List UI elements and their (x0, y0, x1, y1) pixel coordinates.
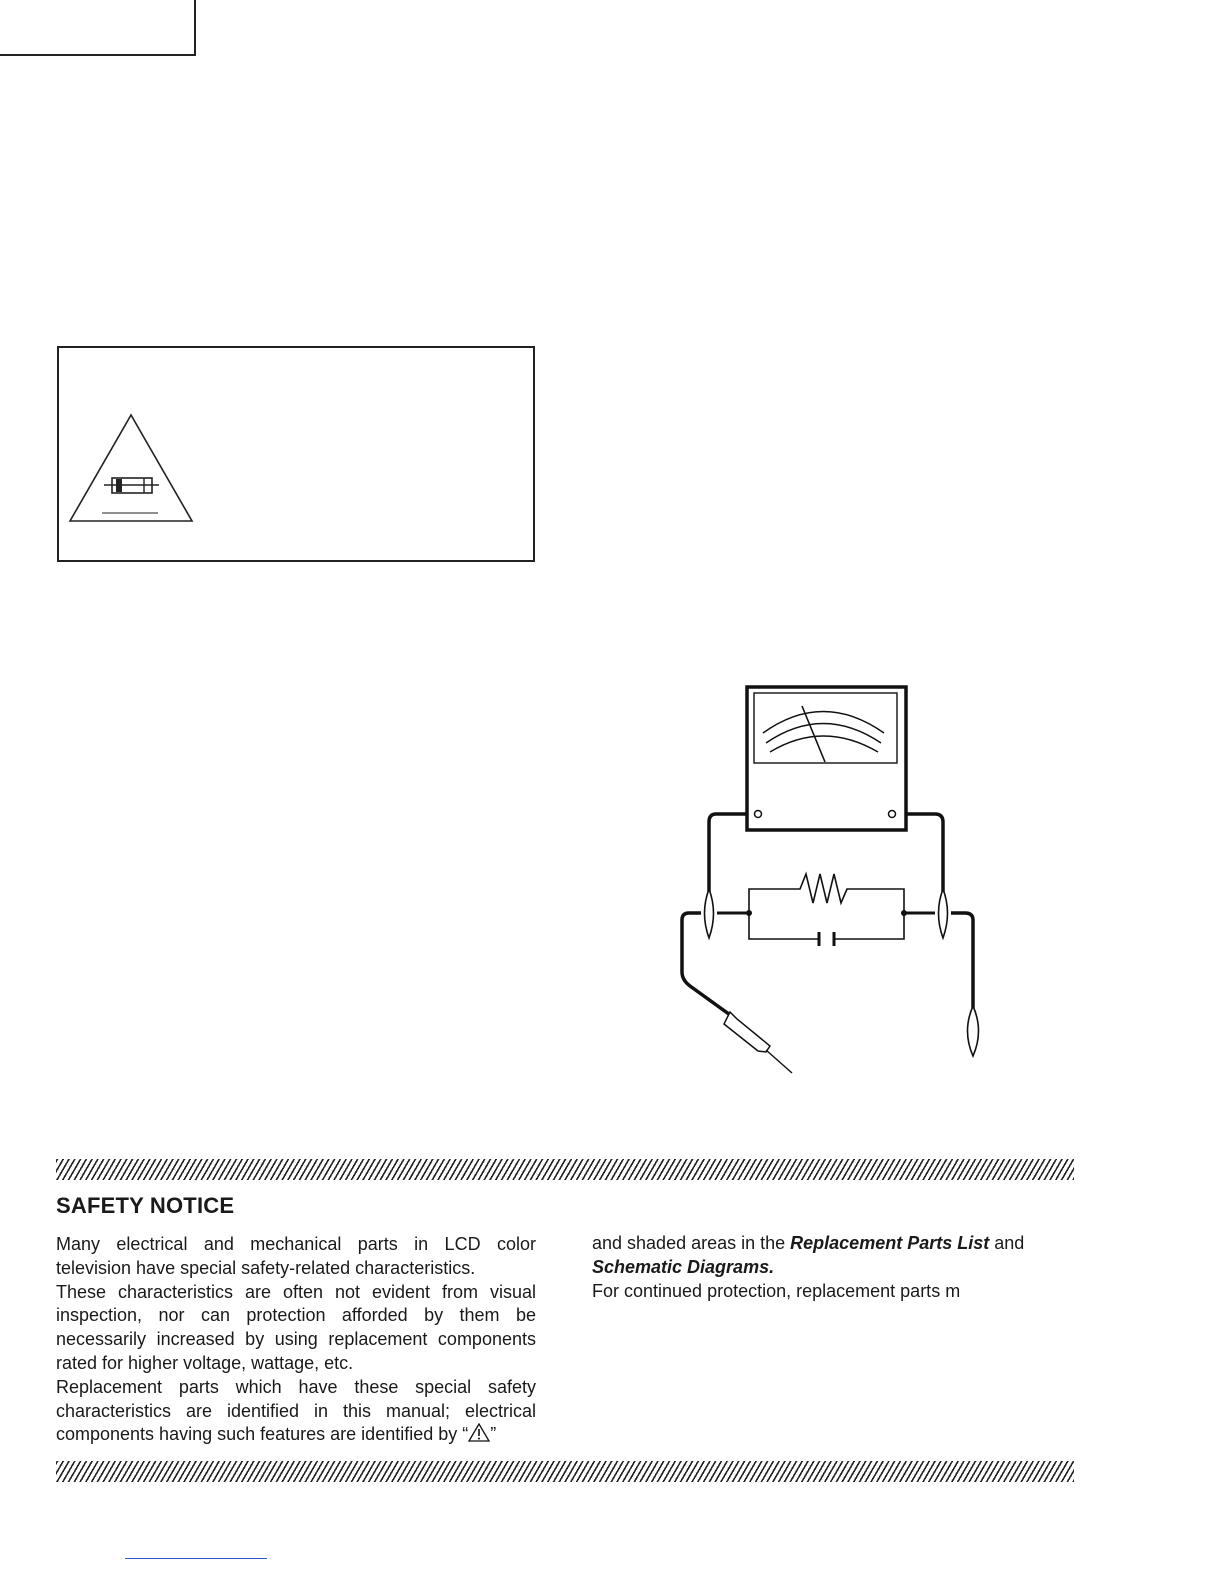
closing-quote: ” (490, 1424, 497, 1445)
clip-left (705, 889, 714, 938)
test-probe (724, 1012, 792, 1073)
notice-paragraph: These characteristics are often not evident from visual inspection, nor can protection afforded by them be necessarily increased by using replacement components rated for higher voltage, wattage, etc. (56, 1281, 536, 1373)
terminal-left (755, 811, 762, 818)
meter-housing (747, 687, 906, 830)
schematic-diagrams-ref: Schematic Diagrams. (592, 1256, 775, 1277)
leakage-current-meter-diagram (670, 680, 990, 1080)
replacement-parts-list-ref: Replacement Parts List (790, 1233, 990, 1253)
header-tab-box (0, 0, 196, 56)
resistor (749, 874, 904, 913)
safety-notice-title: SAFETY NOTICE (56, 1193, 235, 1218)
terminal-right (889, 811, 896, 818)
safety-notice-left-column (56, 1233, 536, 1447)
notice-paragraph-text: Replacement parts which have these special safety characteristics are identified in this manual; electrical components having such features are identified by “ (56, 1376, 536, 1445)
hatch-border-top (56, 1159, 1074, 1180)
notice-paragraph (592, 1232, 1072, 1256)
notice-paragraph: Many electrical and mechanical parts in LCD color television have special safety-related characteristics. (56, 1234, 536, 1278)
notice-paragraph (56, 1376, 536, 1447)
notice-text: and (989, 1233, 1025, 1253)
notice-text: and shaded areas in the (592, 1233, 791, 1253)
fuse-warning-triangle-icon (68, 412, 194, 524)
safety-notice-right-column (592, 1232, 1072, 1303)
hatch-border-bottom (56, 1461, 1074, 1482)
clip-right (939, 889, 948, 938)
notice-paragraph: For continued protection, replacement parts m (592, 1280, 961, 1301)
clip-ground (968, 1006, 979, 1056)
caution-triangle-icon (468, 1423, 490, 1442)
footer-link-underline (125, 1558, 267, 1559)
